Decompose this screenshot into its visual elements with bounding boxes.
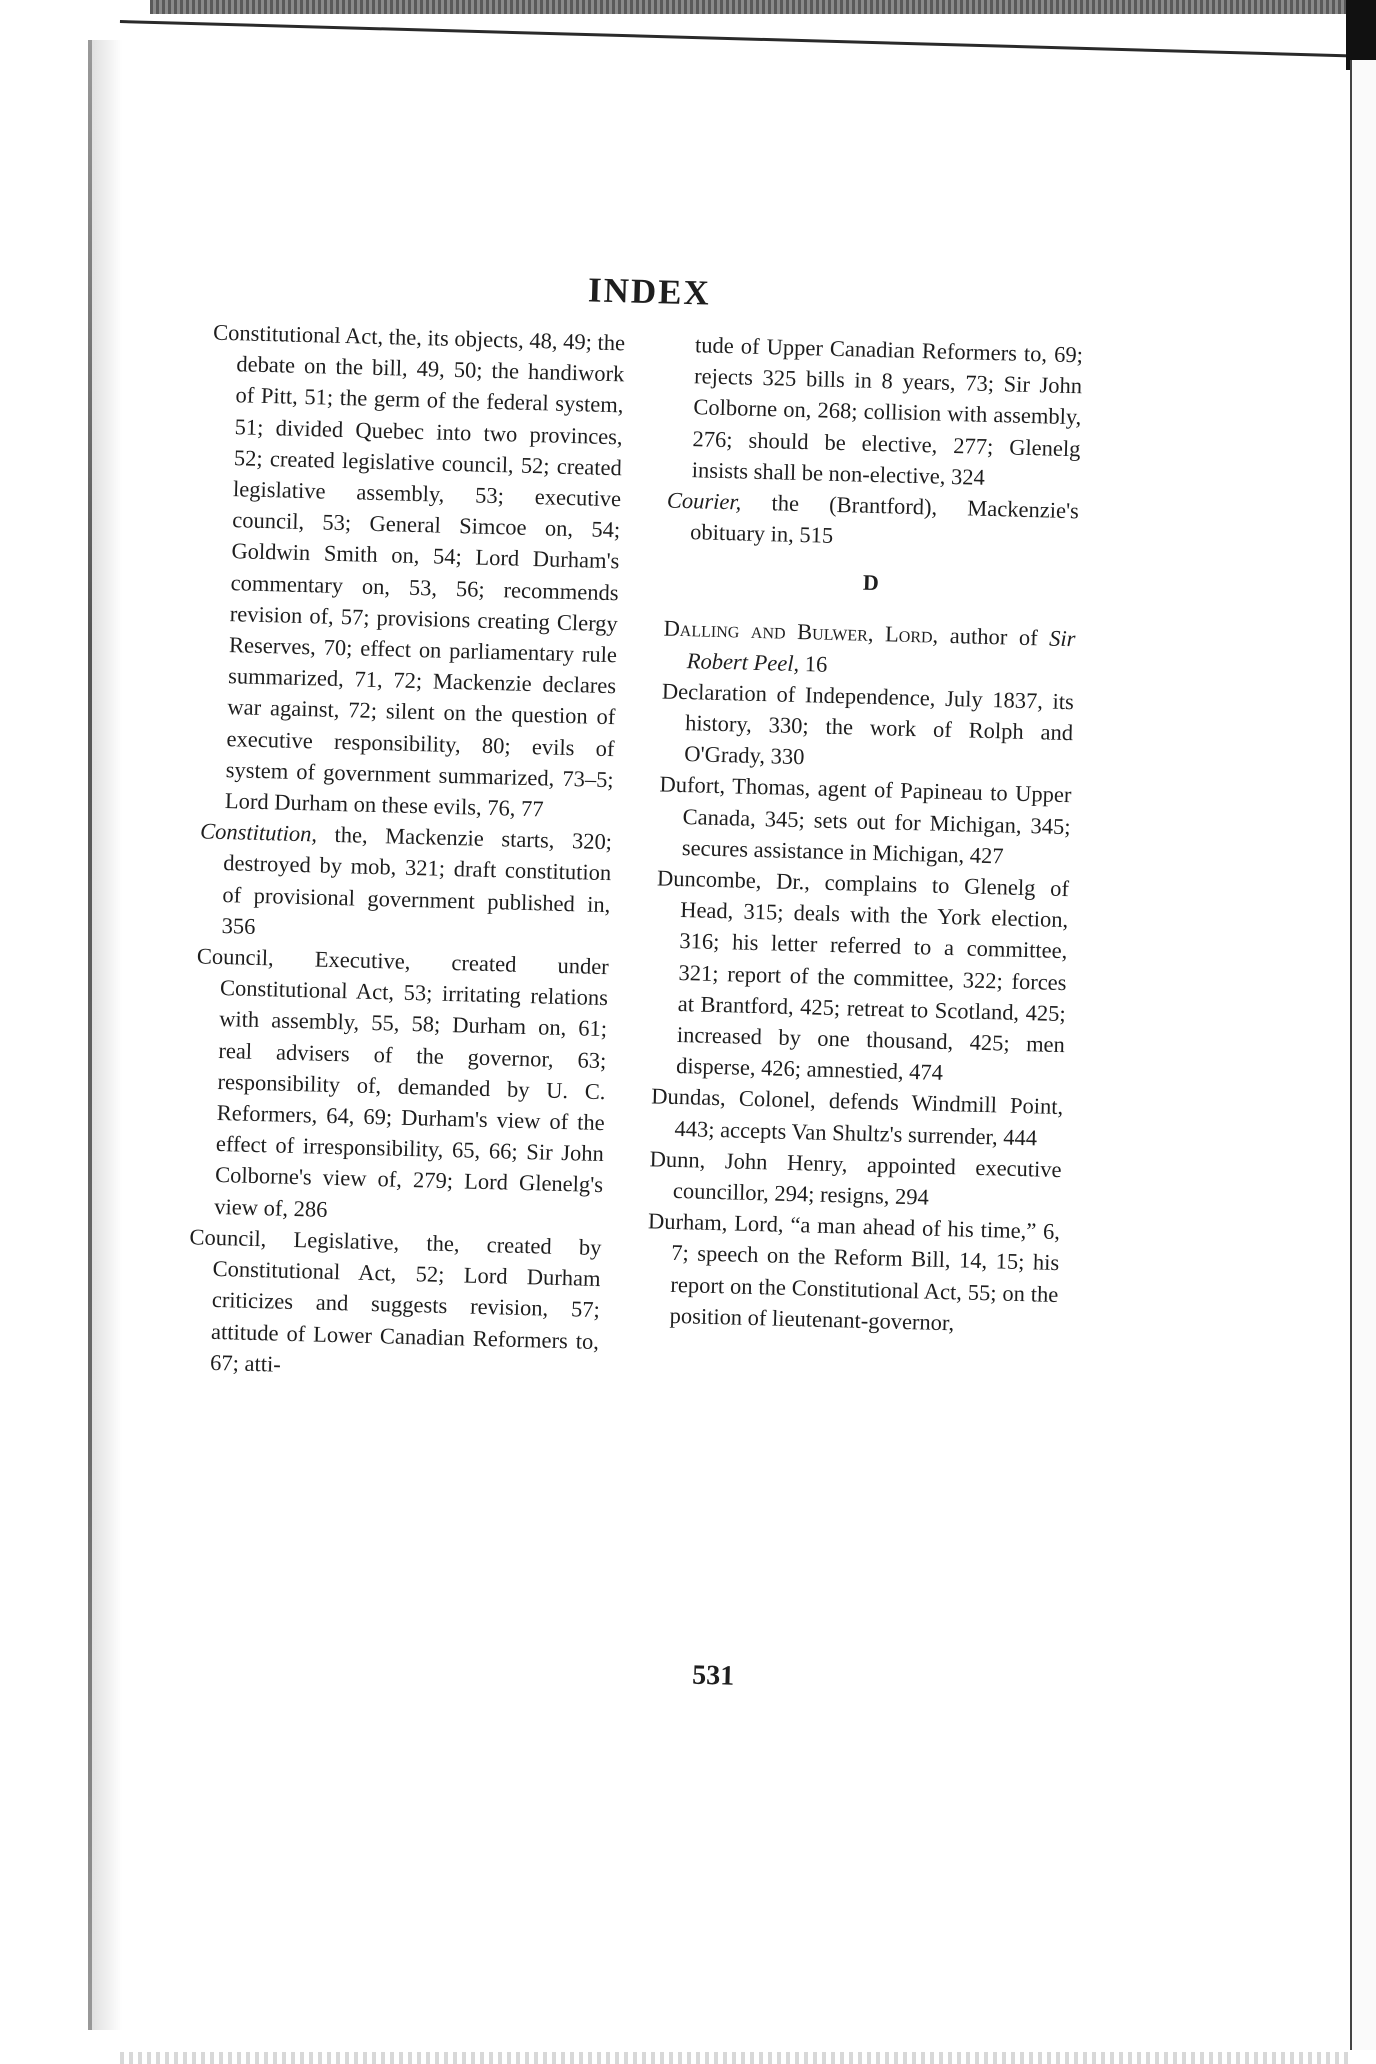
index-entry (186, 1221, 602, 1388)
entry-text: Constitutional Act, the, its objects, 48, 49; the debate on the bill, 49, 50; the handiwork of Pitt, 51; the germ of the federal system, 51; divided Quebec into two provinces, 52; created legislative council, 52; created legislative assembly, 53; executive council, 53; General Simcoe on, 54; Goldwin Smith on, 54; Lord Durham's commentary on, 53, 56; recommends revision of, 57; provisions creating Clergy Reserves, 70; effect on parliamentary rule summarized, 71, 72; Mackenzie declares war against, 72; silent on the question of executive responsibility, 80; evils of system of government summarized, 73–5; Lord Durham on these evils, 76, 77 (212, 319, 626, 822)
page-number-area (178, 1646, 1049, 1701)
entry-head: Courier, (666, 487, 742, 515)
index-entry (666, 485, 1079, 558)
spine-shadow (92, 40, 122, 2030)
index-entry-continuation: tude of Upper Canadian Reformers to, 69; rejects 325 bills in 8 years, 73; Sir John Colborne on, 268; collision with assembly, 276; should be elective, 277; Glenelg insists shall be non-elective, 324 (691, 332, 1084, 490)
page-top-rule (120, 20, 1376, 58)
entry-text: the, Mackenzie starts, 320; destroyed by mob, 321; draft constitution of provisional government published in, 356 (221, 821, 613, 939)
index-entry (645, 1206, 1060, 1342)
entry-tail: 16 (798, 650, 828, 677)
index-entry (652, 862, 1070, 1091)
index-entry (650, 1081, 1063, 1154)
index-entry (657, 769, 1071, 873)
index-entry (201, 317, 626, 827)
page-edge-line (1350, 60, 1352, 2050)
page-title: INDEX (587, 270, 712, 313)
entry-text: Council, Executive, created under Constitutional Act, 53; irritating relations with assembly, 55, 58; Durham on, 61; real advisers of the governor, 63; responsibility of, demanded by U. C. Reformers, 64, 69; Durham's view of the effect of irresponsibility, 65, 66; Sir John Colborne's view of, 279; Lord Glenelg's view of, 286 (196, 943, 610, 1222)
entry-text: Durham, Lord, “a man ahead of his time,” 6, 7; speech on the Reform Bill, 14, 15; his report on the Constitutional Act, 55; on the position of lieutenant-governor, (647, 1208, 1061, 1336)
index-page (178, 259, 1085, 1701)
entry-text: Dufort, Thomas, agent of Papineau to Upper Canada, 345; sets out for Michigan, 345; secures assistance in Michigan, 427 (659, 771, 1072, 869)
entry-text: Declaration of Independence, July 1837, its history, 330; the work of Rolph and O'Grady, 330 (661, 678, 1075, 770)
entry-text: Council, Legislative, the, created by Constitutional Act, 52; Lord Durham criticizes and suggests revision, 57; attitude of Lower Canadian Reformers to, 67; atti- (189, 1224, 602, 1377)
page-number: 531 (691, 1659, 735, 1692)
entry-text: Dundas, Colonel, defends Windmill Point, 443; accepts Van Shultz's surrender, 444 (651, 1083, 1064, 1151)
entry-text: the (Brantford), Mackenzie's obituary in, 515 (689, 489, 1080, 549)
page-top-edge (150, 0, 1376, 14)
entry-text: Dunn, John Henry, appointed executive councillor, 294; resigns, 294 (649, 1146, 1062, 1210)
entry-head: Constitution, (199, 818, 318, 847)
left-column (186, 317, 626, 1388)
index-entry (660, 675, 1074, 779)
index-entry (662, 613, 1075, 686)
entry-text: Duncombe, Dr., complains to Glenelg of Head, 315; deals with the York election, 316; his letter referred to a committee, 321; report of the committee, 322; forces at Brantford, 425; retreat to Scotland, 425; increased by one thousand, 425; men disperse, 426; amnestied, 474 (656, 865, 1070, 1086)
entry-head: Dalling and Bulwer, Lord, (663, 615, 939, 649)
section-letter: D (862, 570, 880, 596)
entry-text: author of (937, 623, 1050, 651)
index-entry (190, 940, 609, 1232)
index-columns (186, 317, 1083, 1400)
page-bottom-edge (120, 2052, 1350, 2064)
index-entry (649, 1143, 1062, 1216)
right-column (644, 329, 1084, 1400)
entry-italic: Sir Robert Peel, (686, 626, 1076, 676)
page-fore-edge (1351, 60, 1376, 2050)
index-entry (197, 816, 612, 952)
